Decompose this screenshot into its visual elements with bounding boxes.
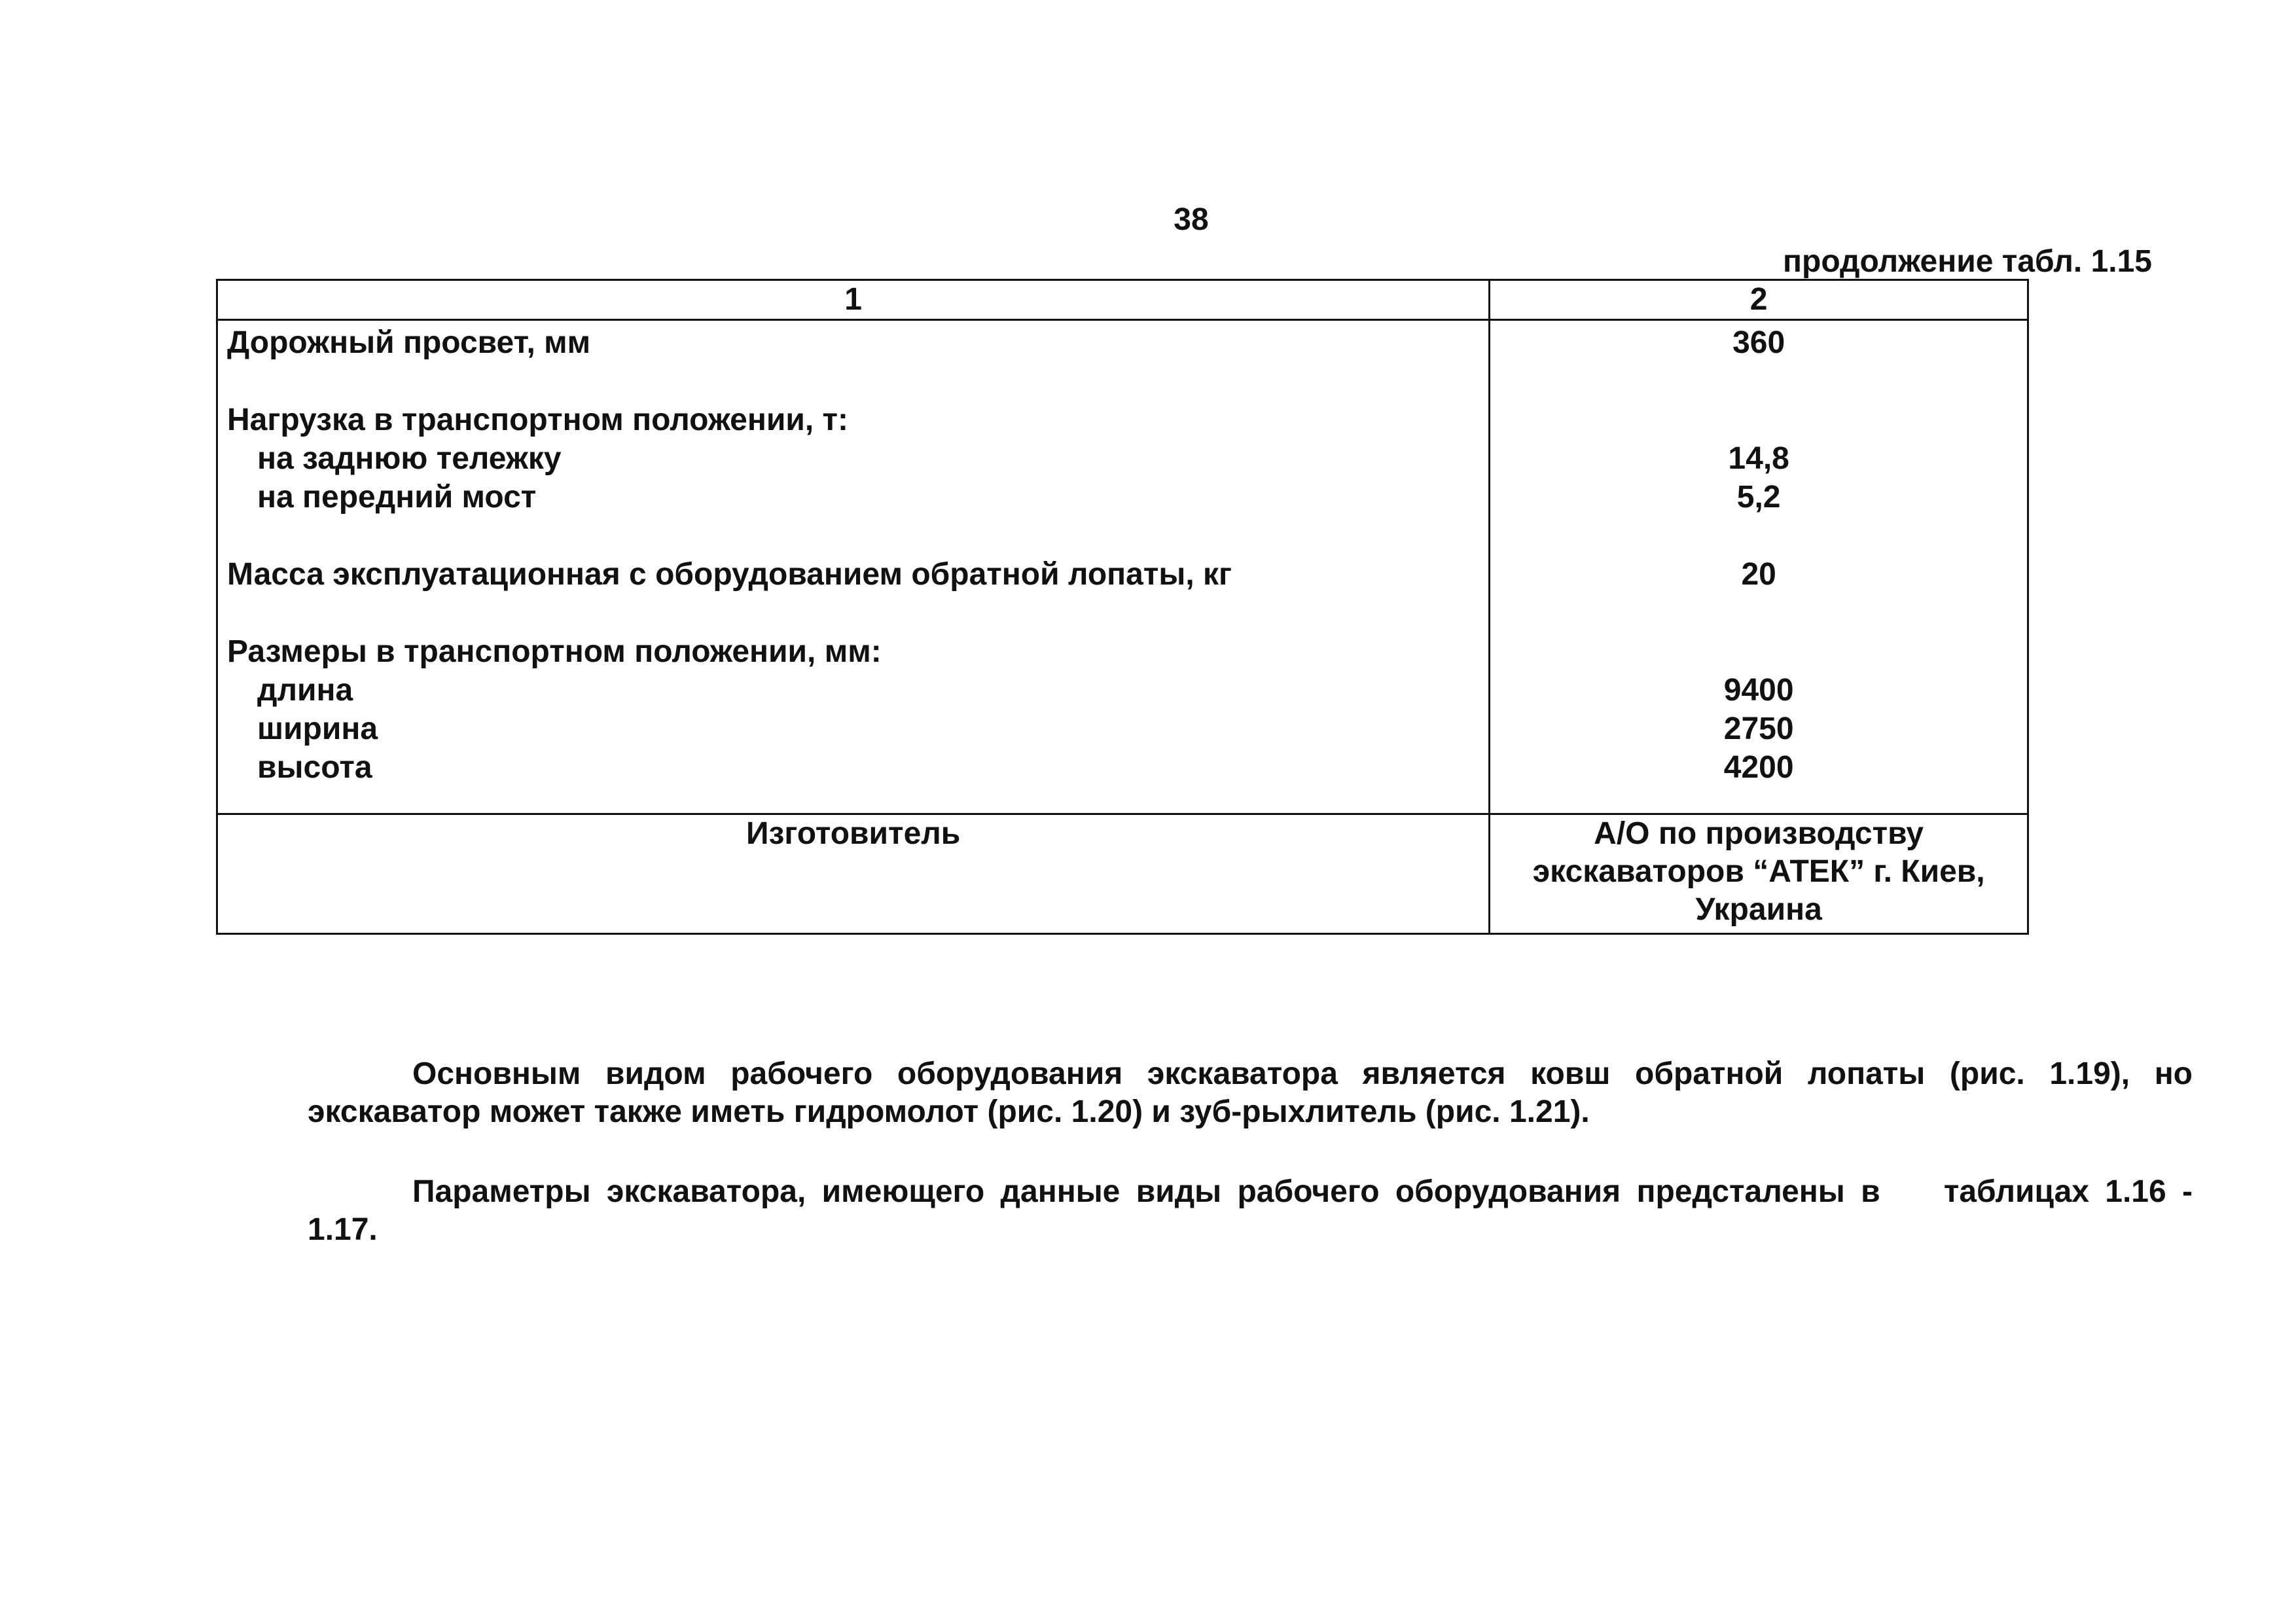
paragraph-equipment: [308, 1055, 2193, 1131]
table-header-row: [217, 280, 2028, 320]
page-number: 38: [1174, 202, 1209, 237]
length-value: 9400: [1723, 673, 1794, 708]
table-caption: продолжение табл. 1.15: [1783, 244, 2152, 279]
column-header-1: 1: [217, 280, 1490, 320]
load-title: Нагрузка в транспортном положении, т:: [227, 403, 849, 437]
manufacturer-value-line-1: А/О по производству: [1594, 816, 1924, 851]
table-row-manufacturer: [217, 814, 2028, 934]
specifications-table: [216, 279, 2029, 935]
length-label: длина: [257, 673, 353, 708]
manufacturer-value-line-3: Украина: [1695, 892, 1822, 927]
height-label: высота: [257, 750, 372, 785]
clearance-label: Дорожный просвет, мм: [227, 325, 591, 360]
paragraph-equipment-line-2: экскаватор может также иметь гидромолот (рис. 1.20) и зуб-рыхлитель (рис. 1.21).: [308, 1094, 1590, 1129]
dimensions-title: Размеры в транспортном положении, мм:: [227, 634, 882, 669]
manufacturer-label: Изготовитель: [746, 816, 961, 851]
table-row-parameters: [217, 320, 2028, 814]
mass-value: 20: [1741, 557, 1776, 592]
load-front-label: на передний мост: [257, 480, 537, 514]
width-label: ширина: [257, 712, 378, 746]
column-header-2: 2: [1490, 280, 2028, 320]
manufacturer-label-cell: [217, 814, 1490, 934]
parameters-cell: [217, 320, 1490, 814]
values-cell: [1490, 320, 2028, 814]
clearance-value: 360: [1732, 325, 1785, 360]
load-front-value: 5,2: [1736, 480, 1781, 514]
load-rear-label: на заднюю тележку: [257, 441, 562, 476]
mass-label: Масса эксплуатационная с оборудованием обратной лопаты, кг: [227, 557, 1232, 592]
manufacturer-value-line-2: экскаваторов “АТЕК” г. Киев,: [1532, 854, 1985, 889]
height-value: 4200: [1723, 750, 1794, 785]
manufacturer-value-cell: [1490, 814, 2028, 934]
paragraph-equipment-line-1: Основным видом рабочего оборудования экскаватора является ковш обратной лопаты (рис. 1.19), но: [412, 1056, 2193, 1091]
paragraph-parameters-line-2: 1.17.: [308, 1212, 378, 1247]
paragraph-parameters-line-1: Параметры экскаватора, имеющего данные виды рабочего оборудования предсталены в таблицах 1.16 -: [412, 1174, 2193, 1209]
load-rear-value: 14,8: [1728, 441, 1789, 476]
paragraph-parameters: [308, 1173, 2193, 1249]
width-value: 2750: [1723, 712, 1794, 746]
